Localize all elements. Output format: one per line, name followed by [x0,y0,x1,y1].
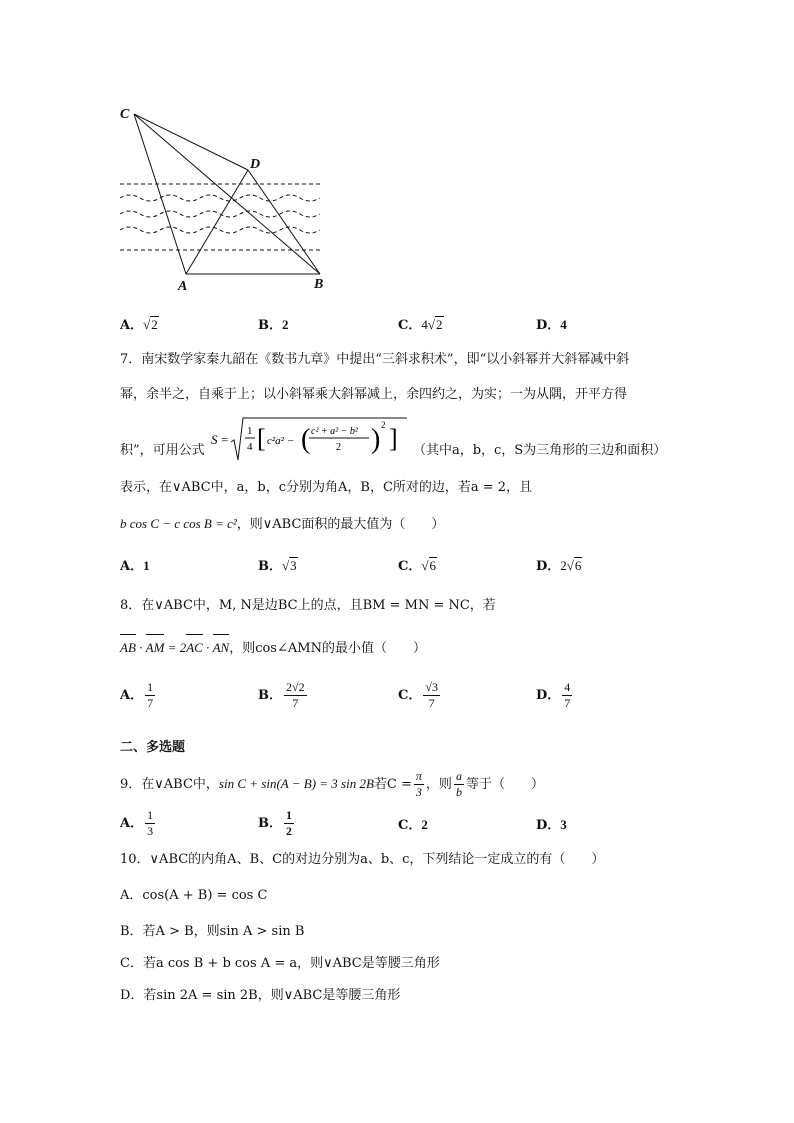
q6-option-c[interactable]: C．4√2 [398,317,443,333]
svg-text:[: [ [256,424,266,453]
point-label-A: A [178,279,188,294]
q9-option-d[interactable]: D．3 [536,817,567,833]
q9-stem: 9．在∨ABC中，sin C + sin(A − B) = 3 sin 2B若C = $\frac{\pi}{3}$ ，则 $\frac{a}{b}$ 等于（ ） [120,769,544,799]
svg-text:1: 1 [246,425,253,437]
segment-CD [134,114,248,170]
q8-option-b[interactable]: B． $\frac{2√2}{7}$ [258,680,305,710]
q8-option-c[interactable]: C． $\frac{√3}{7}$ [398,680,438,710]
q7-option-d[interactable]: D．2√6 [536,558,582,574]
q10-option-c[interactable]: C．若a cos B + b cos A = a，则∨ABC是等腰三角形 [120,956,440,971]
svg-text:=: = [220,432,229,447]
q10-option-d[interactable]: D．若sin 2A = sin 2B，则∨ABC是等腰三角形 [120,988,401,1003]
formula-S: S [210,432,218,447]
section-heading: 二、多选题 [120,740,186,755]
qin-jiushao-formula [209,414,409,487]
q7-line-1: 7．南宋数学家秦九韶在《数书九章》中提出“三斜求积术”，即“以小斜幂并大斜幂减中斜 [120,352,630,367]
q8-question: ，则cos∠AMN的最小值（ ） [229,641,426,656]
q9-option-b[interactable]: B． $\frac{1}{2}$ [258,808,292,838]
geometry-figure [112,98,332,294]
point-label-B: B [314,277,324,292]
q7-formula-note: （其中a，b，c，S为三角形的三边和面积） [412,443,667,458]
point-label-C: C [120,107,130,122]
q8-option-a[interactable]: A． $\frac{1}{7}$ [120,680,154,710]
q7-option-a[interactable]: A．1 [120,558,150,574]
q7-option-b[interactable]: B．√3 [258,558,297,574]
point-label-D: D [250,157,261,172]
q8-line-2 [120,638,426,659]
q10-option-a[interactable]: A．cos(A + B) = cos C [120,888,268,903]
q7-line-2: 幂，余半之，自乘于上；以小斜幂乘大斜幂减上，余四约之，为实；一为从隅，开平方得 [120,387,628,402]
q8-line-1: 8．在∨ABC中，M, N是边BC上的点，且BM = MN = NC，若 [120,598,496,613]
svg-text:c² + a² − b²: c² + a² − b² [310,426,358,437]
q7-question: ，则∨ABC面积的最大值为（ ） [236,517,445,532]
q7-line-5 [120,514,444,535]
formula-svg [209,414,409,464]
q7-formula-intro: 积”，可用公式 [120,443,205,458]
q9-option-a[interactable]: A． $\frac{1}{3}$ [120,808,154,838]
svg-text:c²a² −: c²a² − [266,435,294,447]
svg-text:4: 4 [246,441,253,453]
svg-text:2: 2 [380,420,386,430]
svg-text:2: 2 [335,442,341,453]
q7-line-4: 表示，在∨ABC中，a，b，c分别为角A，B，C所对的边，若a = 2，且 [120,480,533,495]
q10-stem: 10．∨ABC的内角A、B、C的对边分别为a、b、c，下列结论一定成立的有（ ） [120,852,605,867]
q8-vector-equation: AB · AM = 2AC · AN [120,640,229,655]
q6-option-b[interactable]: B．2 [258,317,289,333]
q10-option-b[interactable]: B．若A > B，则sin A > sin B [120,924,305,939]
svg-text:(: ( [300,424,311,455]
q9-option-c[interactable]: C．2 [398,817,428,833]
svg-text:): ) [370,424,381,455]
q9-equation: sin C + sin(A − B) = 3 sin 2B [218,776,374,791]
q7-option-c[interactable]: C．√6 [398,558,436,574]
q7-line-3 [120,414,666,466]
q7-condition: b cos C − c cos B = c² [120,516,237,531]
q6-option-d[interactable]: D．4 [536,317,567,333]
river-wave [120,195,320,201]
q8-option-d[interactable]: D． $\frac{4}{7}$ [536,680,571,710]
q6-option-a[interactable]: A．√2 [120,317,158,333]
svg-text:]: ] [388,424,398,453]
